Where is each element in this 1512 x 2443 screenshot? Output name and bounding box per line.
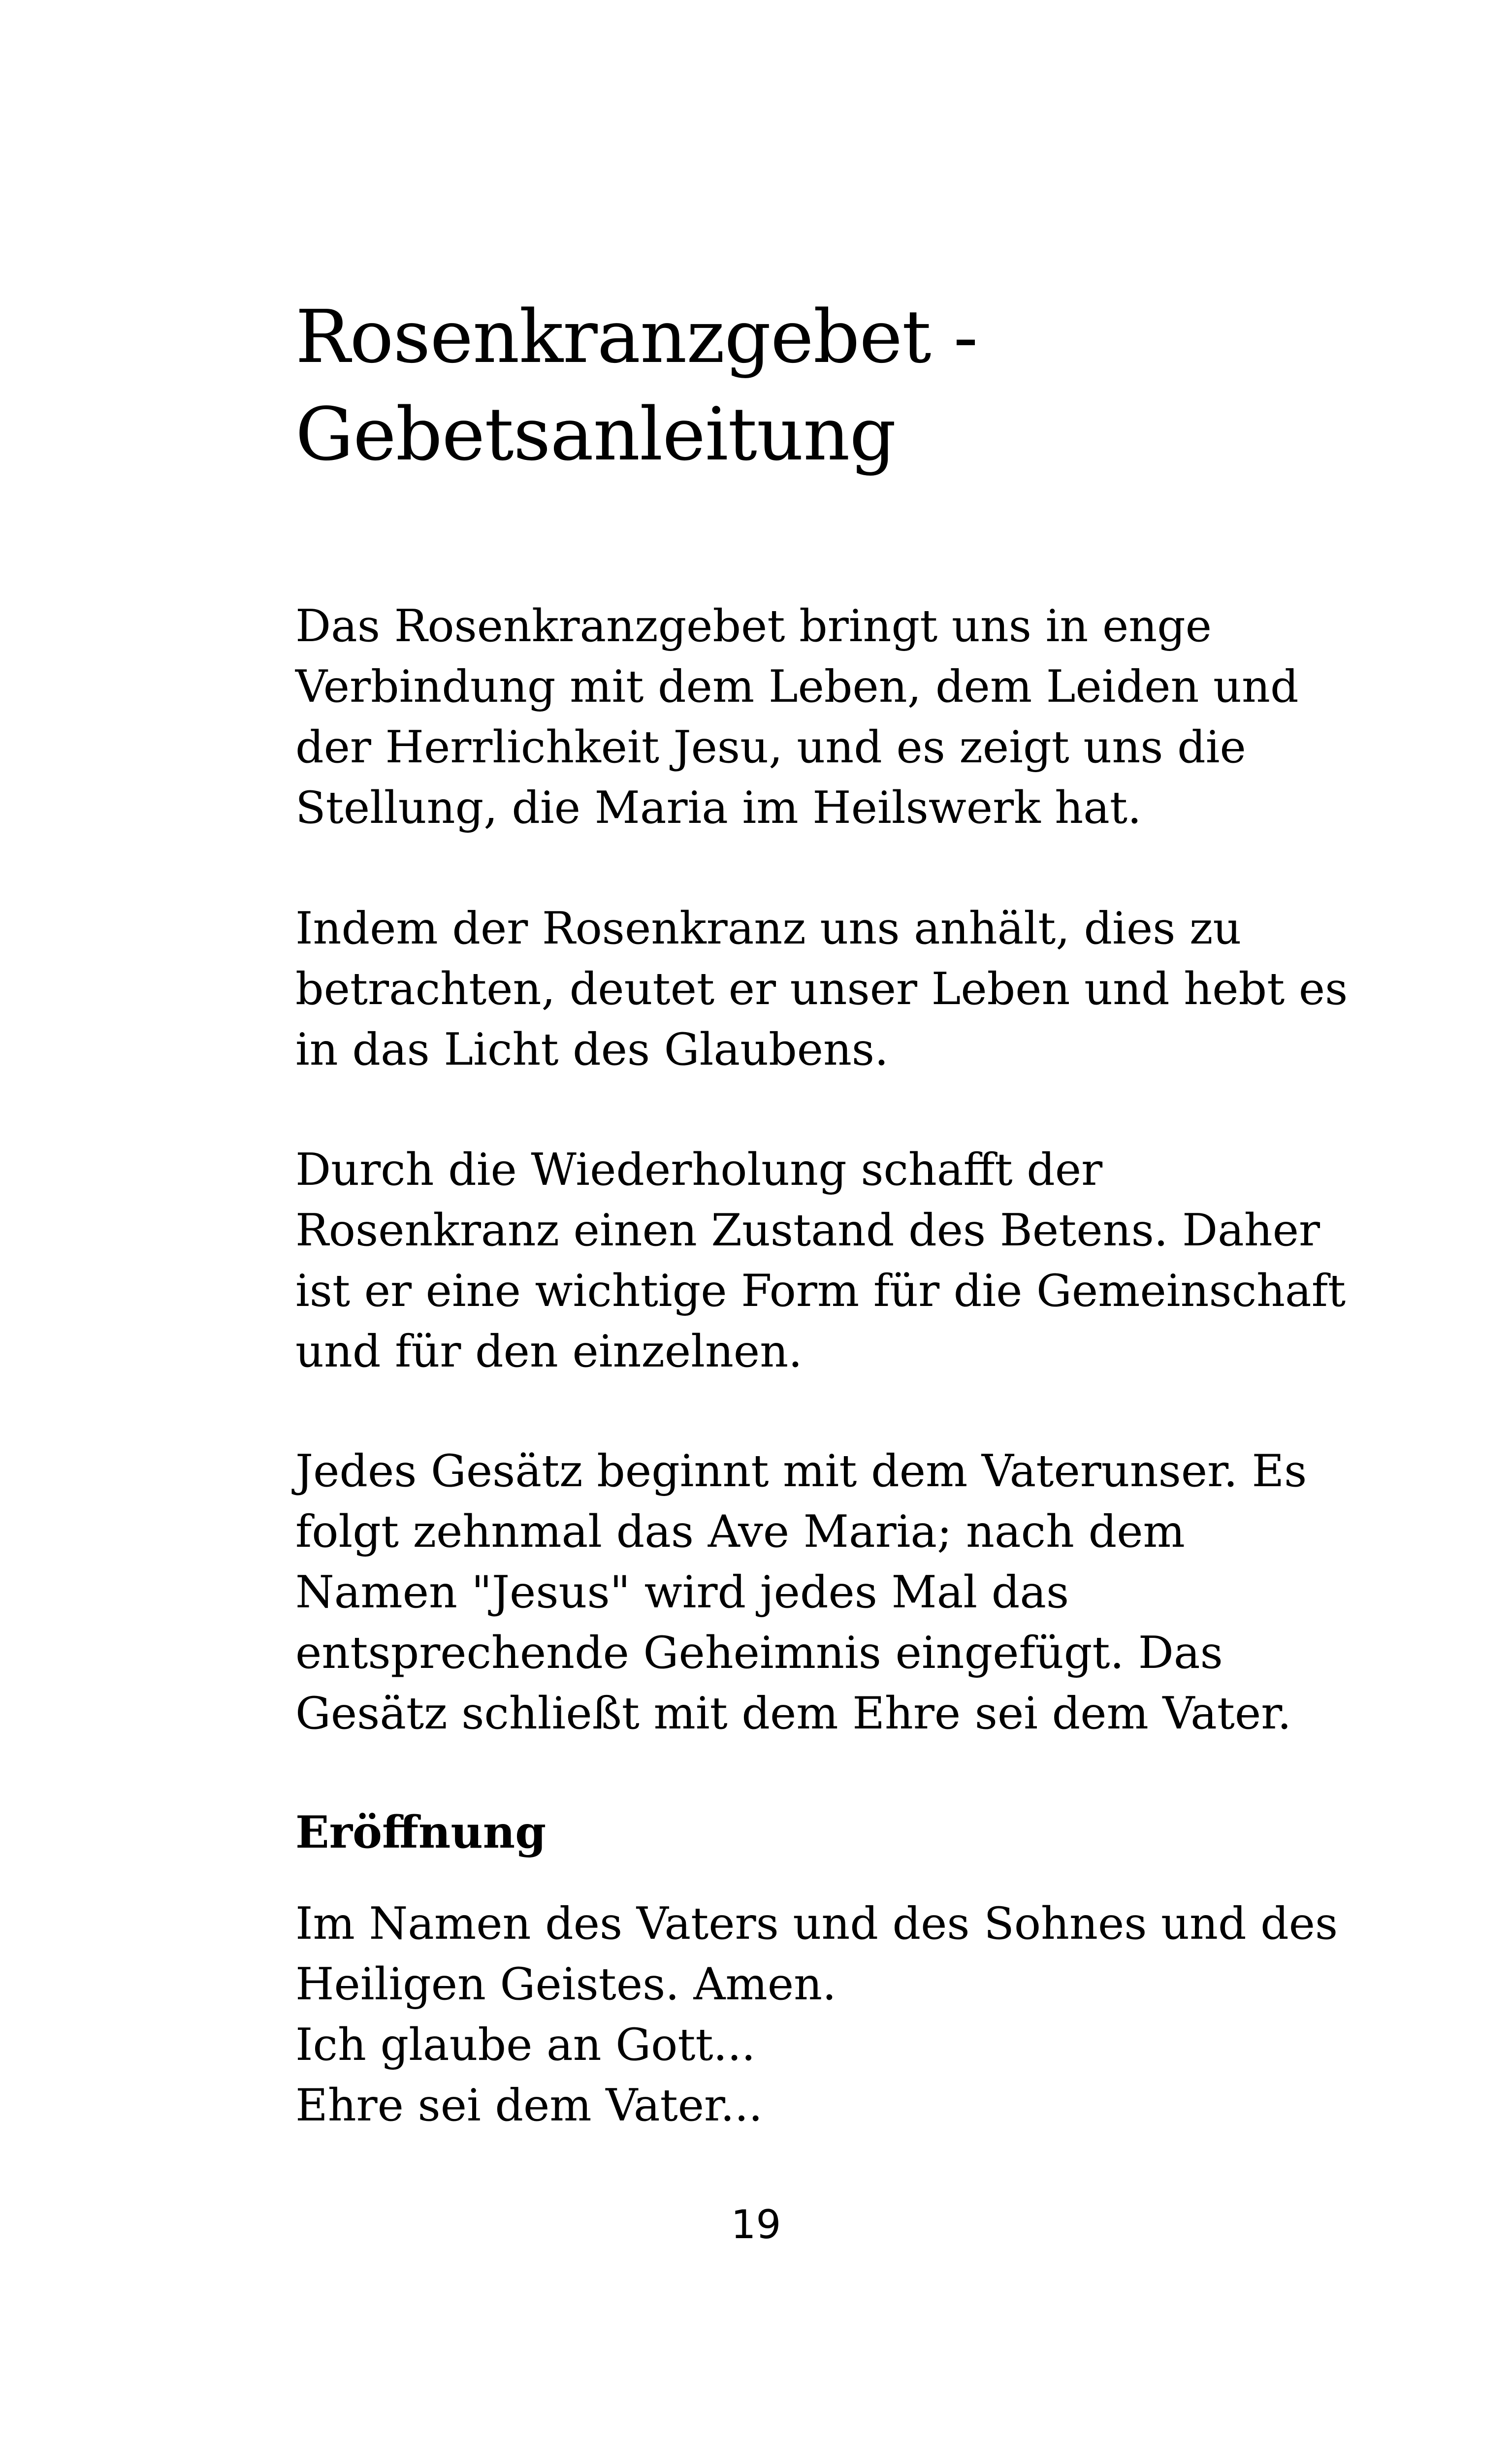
text-line: betrachten, deutet er unser Leben und hebt es [295,963,1348,1015]
text-line: Jedes Gesätz beginnt mit dem Vaterunser. Es [295,1445,1307,1497]
paragraph-contemplation [295,898,1348,1080]
text-line: Stellung, die Maria im Heilswerk hat. [295,782,1142,834]
paragraph-intro [295,596,1329,838]
text-line: Ehre sei dem Vater... [295,2080,763,2131]
text-line: Heiligen Geistes. Amen. [295,1958,836,2010]
text-line: Verbindung mit dem Leben, dem Leiden und [295,661,1299,713]
text-line: Ich glaube an Gott... [295,2019,756,2071]
page-title-line-1: Rosenkranzgebet - [295,294,978,379]
text-line: Im Namen des Vaters und des Sohnes und des [295,1898,1338,1950]
text-line: ist er eine wichtige Form für die Gemeinschaft [295,1265,1346,1317]
text-line: entsprechende Geheimnis eingefügt. Das [295,1627,1223,1679]
paragraph-decade-structure [295,1441,1329,1744]
text-line: Namen "Jesus" wird jedes Mal das [295,1566,1069,1618]
page-number: 19 [731,2202,781,2248]
opening-prayers [295,1893,1338,2136]
text-line: Rosenkranz einen Zustand des Betens. Daher [295,1205,1320,1256]
text-line: Indem der Rosenkranz uns anhält, dies zu [295,903,1242,954]
page-title-line-2: Gebetsanleitung [295,392,896,477]
text-line: Das Rosenkranzgebet bringt uns in enge [295,600,1212,652]
text-line: Gesätz schließt mit dem Ehre sei dem Vater. [295,1688,1291,1739]
text-line: in das Licht des Glaubens. [295,1024,889,1075]
text-line: und für den einzelnen. [295,1326,803,1377]
paragraph-repetition [295,1140,1346,1382]
text-line: folgt zehnmal das Ave Maria; nach dem [295,1506,1185,1558]
text-line: der Herrlichkeit Jesu, und es zeigt uns die [295,721,1246,773]
text-line: Durch die Wiederholung schafft der [295,1144,1103,1196]
section-heading-opening: Eröffnung [295,1806,547,1858]
